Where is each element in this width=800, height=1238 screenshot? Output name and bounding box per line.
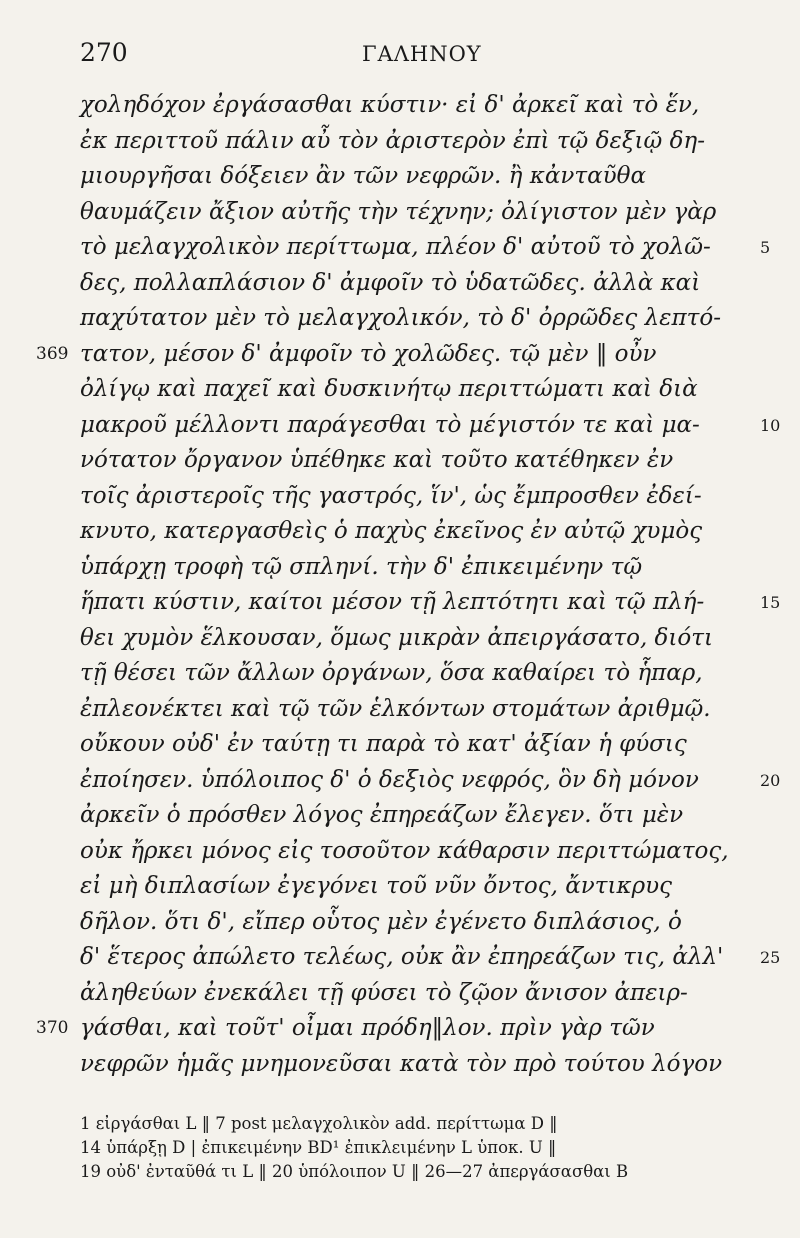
- text-line: [0, 550, 800, 586]
- footnotes: [80, 1112, 764, 1184]
- line-text: νότατον ὄργανον ὑπέθηκε καὶ τοῦτο κατέθηκεν ἐν: [80, 447, 674, 473]
- text-line: [0, 621, 800, 657]
- text-line: [0, 301, 800, 337]
- text-line: [0, 479, 800, 515]
- text-line: [0, 834, 800, 870]
- line-text: θαυμάζειν ἄξιον αὐτῆς τὴν τέχνην; ὀλίγιστον μὲν γὰρ: [80, 198, 717, 225]
- line-text: δ' ἕτερος ἀπώλετο τελέως, οὐκ ἂν ἐπηρεάζων τις, ἀλλ': [80, 944, 724, 970]
- page-number: 270: [80, 38, 128, 67]
- text-line: [0, 443, 800, 479]
- line-text: παχύτατον μὲν τὸ μελαγχολικόν, τὸ δ' ὀρρῶδες λεπτό-: [80, 305, 721, 331]
- line-text: οὐκ ἤρκει μόνος εἰς τοσοῦτον κάθαρσιν περιττώματος,: [80, 837, 729, 864]
- line-number: 15: [760, 593, 781, 612]
- line-number: 25: [760, 948, 781, 967]
- line-text: οὔκουν οὐδ' ἐν ταύτῃ τι παρὰ τὸ κατ' ἀξίαν ἡ φύσις: [80, 731, 687, 757]
- line-number: 10: [760, 415, 781, 435]
- marginal-page-ref: 370: [36, 1018, 69, 1038]
- line-text: τῇ θέσει τῶν ἄλλων ὀργάνων, ὅσα καθαίρει τὸ ἧπαρ,: [80, 660, 703, 686]
- text-line: [0, 1011, 800, 1047]
- line-text: μακροῦ μέλλοντι παράγεσθαι τὸ μέγιστόν τε καὶ μα-: [80, 411, 700, 438]
- marginal-page-ref: 369: [36, 343, 69, 364]
- footnote-line: 14 ὑπάρξῃ D | ἐπικειμένην BD¹ ἐπικλειμένην L ὑποκ. U ‖: [80, 1138, 557, 1157]
- line-text: χοληδόχον ἐργάσασθαι κύστιν· εἰ δ' ἀρκεῖ καὶ τὸ ἕν,: [80, 92, 700, 118]
- text-line: [0, 408, 800, 444]
- text-line: [0, 692, 800, 728]
- text-line: [0, 585, 800, 621]
- text-line: [0, 124, 800, 160]
- line-text: ἐπλεονέκτει καὶ τῷ τῶν ἑλκόντων στομάτων ἀριθμῷ.: [80, 695, 711, 722]
- line-text: δῆλον. ὅτι δ', εἴπερ οὗτος μὲν ἐγένετο διπλάσιος, ὁ: [80, 908, 682, 935]
- line-text: κνυτο, κατεργασθεὶς ὁ παχὺς ἐκεῖνος ἐν αὐτῷ χυμὸς: [80, 518, 703, 544]
- text-line: [0, 1047, 800, 1083]
- text-line: [0, 763, 800, 799]
- line-text: ἐποίησεν. ὑπόλοιπος δ' ὁ δεξιὸς νεφρός, ὃν δὴ μόνον: [80, 766, 699, 793]
- line-text: ἐκ περιττοῦ πάλιν αὖ τὸν ἀριστερὸν ἐπὶ τῷ δεξιῷ δη-: [80, 127, 705, 154]
- text-line: [0, 798, 800, 834]
- text-line: [0, 88, 800, 124]
- line-text: τατον, μέσον δ' ἀμφοῖν τὸ χολῶδες. τῷ μὲν ‖ οὖν: [80, 340, 657, 367]
- line-text: νεφρῶν ἡμᾶς μνημονεῦσαι κατὰ τὸν πρὸ τούτου λόγον: [80, 1050, 723, 1077]
- main-text: [0, 88, 800, 1082]
- line-text: γάσθαι, καὶ τοῦτ' οἶμαι πρόδη‖λον. πρὶν γὰρ τῶν: [80, 1015, 655, 1041]
- footnote-line: 1 εἰργάσθαι L ‖ 7 post μελαγχολικὸν add. περίττωμα D ‖: [80, 1114, 558, 1133]
- line-text: τοῖς ἀριστεροῖς τῆς γαστρός, ἵν', ὡς ἔμπροσθεν ἐδεί-: [80, 482, 702, 509]
- line-text: ἀρκεῖν ὁ πρόσθεν λόγος ἐπηρεάζων ἔλεγεν. ὅτι μὲν: [80, 802, 684, 828]
- text-line: [0, 656, 800, 692]
- page-header: [80, 38, 760, 78]
- text-line: [0, 266, 800, 302]
- line-number: 5: [760, 238, 771, 257]
- text-line: [0, 230, 800, 266]
- line-text: ἥπατι κύστιν, καίτοι μέσον τῇ λεπτότητι καὶ τῷ πλή-: [80, 589, 705, 615]
- line-text: τὸ μελαγχολικὸν περίττωμα, πλέον δ' αὐτοῦ τὸ χολῶ-: [80, 234, 711, 260]
- text-line: [0, 940, 800, 976]
- text-line: [0, 905, 800, 941]
- footnote-line: 19 οὐδ' ἐνταῦθά τι L ‖ 20 ὑπόλοιπον U ‖ 26—27 ἀπεργάσασθαι B: [80, 1162, 629, 1181]
- line-text: ὑπάρχῃ τροφὴ τῷ σπληνί. τὴν δ' ἐπικειμένην τῷ: [80, 553, 643, 580]
- line-text: ὀλίγῳ καὶ παχεῖ καὶ δυσκινήτῳ περιττώματι καὶ διὰ: [80, 376, 698, 402]
- line-text: δες, πολλαπλάσιον δ' ἀμφοῖν τὸ ὑδατῶδες. ἀλλὰ καὶ: [80, 269, 701, 296]
- running-title: ΓΑΛΗΝΟΥ: [362, 42, 482, 66]
- text-line: [0, 869, 800, 905]
- line-text: ἀληθεύων ἐνεκάλει τῇ φύσει τὸ ζῷον ἄνισον ἀπειρ-: [80, 979, 688, 1006]
- text-line: [0, 372, 800, 408]
- text-line: [0, 337, 800, 373]
- text-line: [0, 195, 800, 231]
- text-line: [0, 514, 800, 550]
- line-text: μιουργῆσαι δόξειεν ἂν τῶν νεφρῶν. ἢ κἀνταῦθα: [80, 163, 646, 189]
- line-text: θει χυμὸν ἕλκουσαν, ὅμως μικρὰν ἀπειργάσατο, διότι: [80, 624, 714, 651]
- line-number: 20: [760, 770, 781, 790]
- text-line: [0, 159, 800, 195]
- text-line: [0, 976, 800, 1012]
- line-text: εἰ μὴ διπλασίων ἐγεγόνει τοῦ νῦν ὄντος, ἄντικρυς: [80, 873, 672, 899]
- text-line: [0, 727, 800, 763]
